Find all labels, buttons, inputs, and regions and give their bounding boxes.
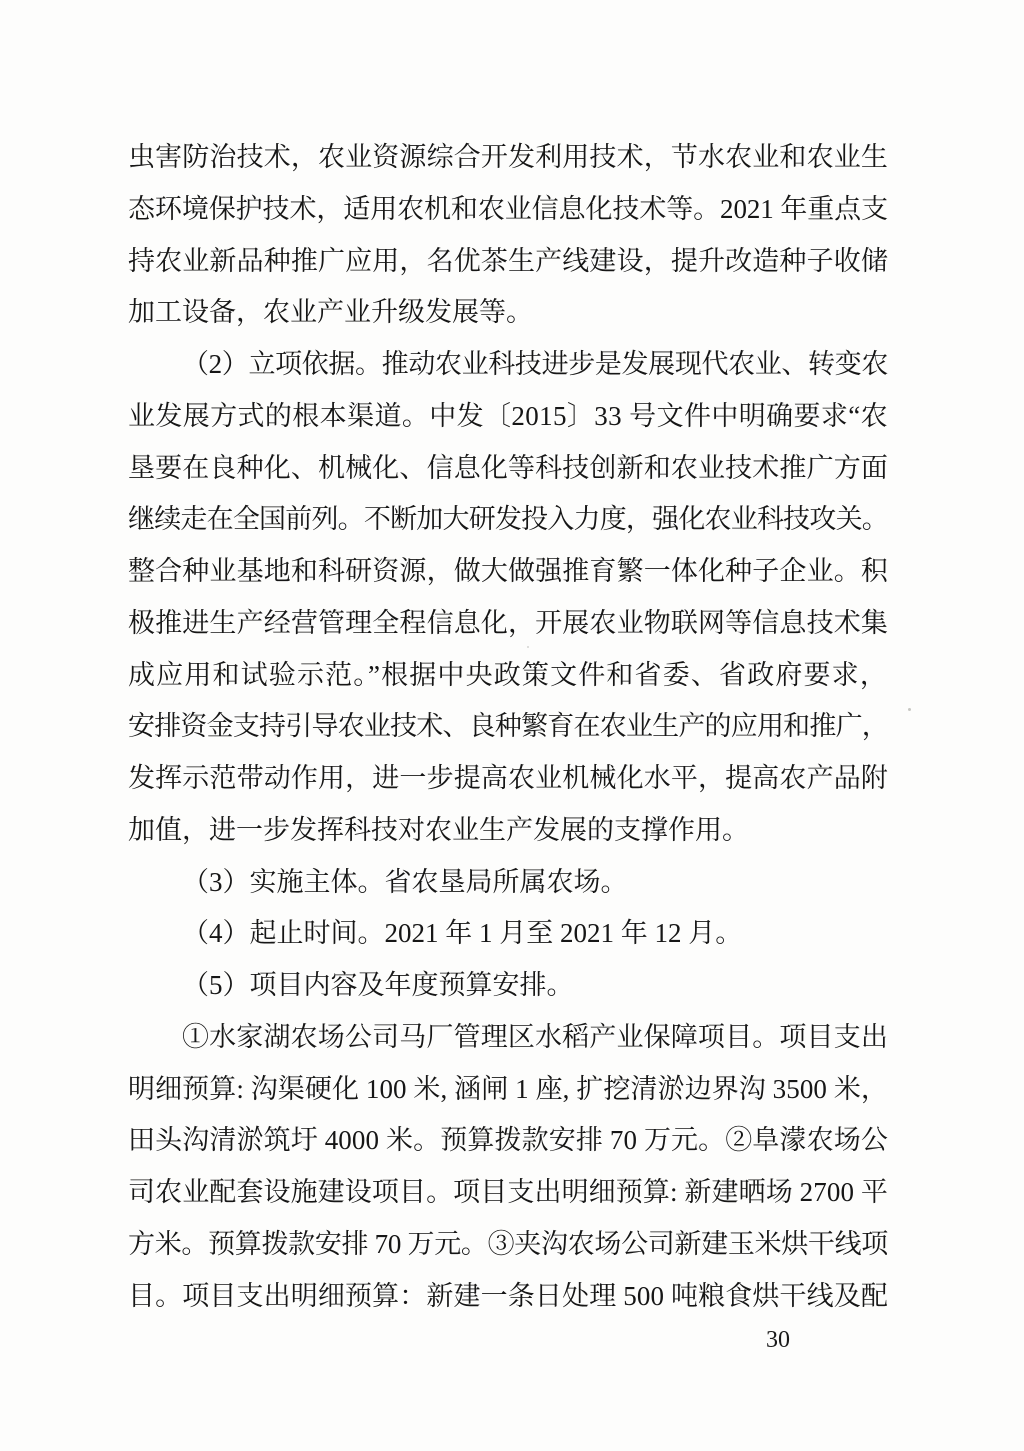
page-number: 30 — [766, 1327, 790, 1353]
text-line: （2）立项依据。推动农业科技进步是发展现代农业、转变农 — [182, 349, 888, 379]
text-line: （5）项目内容及年度预算安排。 — [182, 970, 574, 1000]
text-line: 加值，进一步发挥科技对农业生产发展的支撑作用。 — [128, 814, 749, 845]
text-line: ①水家湖农场公司马厂管理区水稻产业保障项目。项目支出 — [182, 1021, 888, 1052]
text-line: 明细预算: 沟渠硬化 100 米, 涵闸 1 座, 扩挖清淤边界沟 3500 米， — [128, 1073, 888, 1104]
scan-speck — [527, 646, 529, 648]
text-line: 发挥示范带动作用，进一步提高农业机械化水平，提高农产品附 — [128, 763, 888, 793]
text-line: 司农业配套设施建设项目。项目支出明细预算: 新建晒场 2700 平 — [128, 1177, 888, 1207]
text-line: （3）实施主体。省农垦局所属农场。 — [182, 866, 628, 897]
text-line: 方米。预算拨款安排 70 万元。③夹沟农场公司新建玉米烘干线项 — [128, 1228, 888, 1259]
text-line: 虫害防治技术，农业资源综合开发利用技术，节水农业和农业生 — [128, 142, 888, 172]
text-line: 极推进生产经营管理全程信息化，开展农业物联网等信息技术集 — [128, 607, 888, 638]
document-body — [128, 132, 888, 1322]
text-line: 安排资金支持引导农业技术、良种繁育在农业生产的应用和推广， — [128, 711, 888, 742]
text-line: 加工设备，农业产业升级发展等。 — [128, 297, 533, 328]
text-line: 目。项目支出明细预算：新建一条日处理 500 吨粮食烘干线及配 — [128, 1280, 888, 1311]
text-line: 整合种业基地和科研资源，做大做强推育繁一体化种子企业。积 — [128, 556, 888, 586]
text-line: （4）起止时间。2021 年 1 月至 2021 年 12 月。 — [182, 918, 743, 949]
text-line: 持农业新品种推广应用，名优茶生产线建设，提升改造种子收储 — [128, 245, 888, 276]
text-line: 业发展方式的根本渠道。中发〔2015〕33 号文件中明确要求“农 — [128, 400, 888, 431]
text-line: 成应用和试验示范。”根据中央政策文件和省委、省政府要求， — [128, 659, 888, 690]
text-line: 态环境保护技术，适用农机和农业信息化技术等。2021 年重点支 — [128, 193, 888, 224]
text-line: 垦要在良种化、机械化、信息化等科技创新和农业技术推广方面 — [128, 452, 888, 483]
scan-speck — [908, 708, 911, 711]
text-line: 田头沟清淤筑圩 4000 米。预算拨款安排 70 万元。②阜濛农场公 — [128, 1125, 888, 1156]
text-line: 继续走在全国前列。不断加大研发投入力度，强化农业科技攻关。 — [128, 504, 888, 535]
